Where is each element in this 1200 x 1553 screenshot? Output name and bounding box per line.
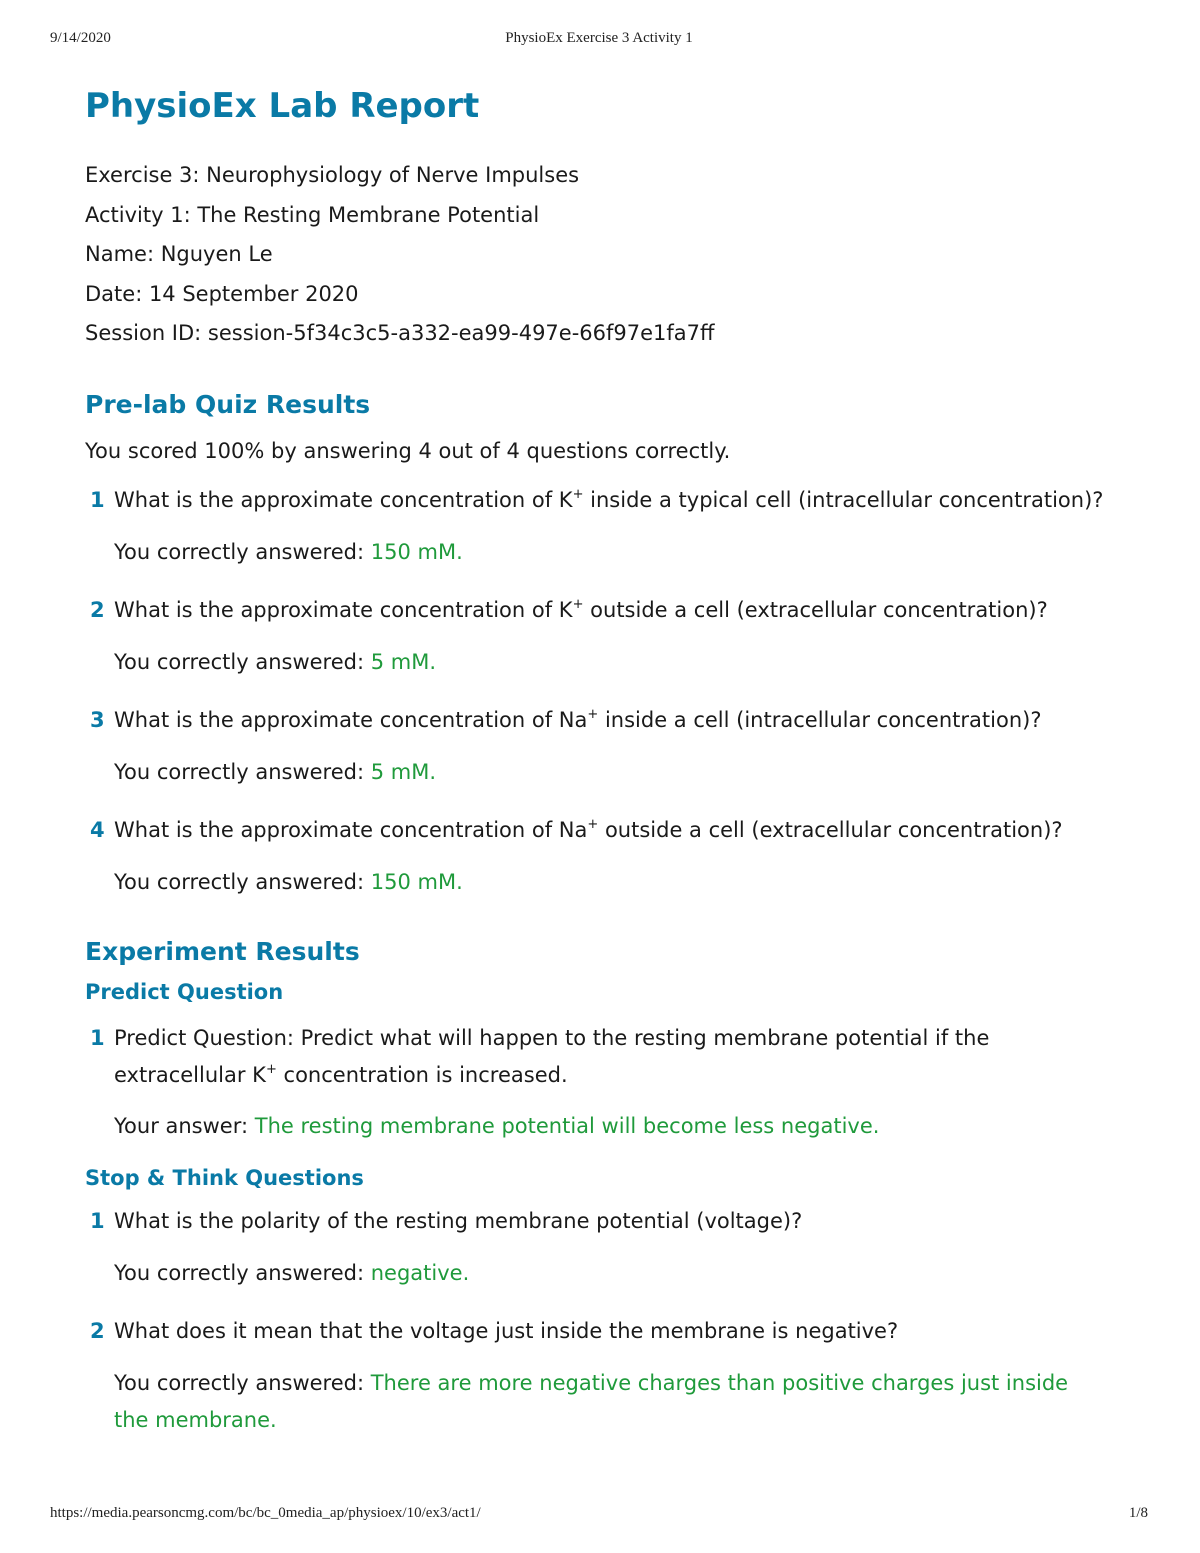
prelab-question (85, 812, 1165, 901)
question-text: 1 What is the polarity of the resting membrane potential (voltage)? (85, 1203, 1165, 1240)
question-text: 4 What is the approximate concentration of Na+ outside a cell (extracellular concentration)? (85, 812, 1165, 849)
answer-line: You correctly answered: 5 mM. (114, 759, 437, 784)
answer-line: You correctly answered: There are more negative charges than positive charges just inside the membrane. (114, 1370, 1069, 1432)
correct-answer: 5 mM. (370, 759, 437, 784)
question-text: 3 What is the approximate concentration of Na+ inside a cell (intracellular concentration)? (85, 702, 1165, 739)
question-number: 1 (90, 487, 105, 512)
predict-question (85, 1020, 1165, 1145)
question-number: 4 (90, 817, 105, 842)
print-title: PhysioEx Exercise 3 Activity 1 (505, 30, 693, 46)
answer-line: You correctly answered: 5 mM. (114, 649, 437, 674)
prelab-question (85, 702, 1165, 791)
page-number: 1/8 (1128, 1505, 1148, 1521)
correct-answer: negative. (370, 1260, 470, 1285)
correct-answer: 150 mM. (370, 539, 463, 564)
question-text: 1 What is the approximate concentration of K+ inside a typical cell (intracellular concentration)? (85, 482, 1165, 519)
your-answer: The resting membrane potential will become less negative. (254, 1113, 880, 1138)
question-number: 3 (90, 707, 105, 732)
activity-line: Activity 1: The Resting Membrane Potential (85, 202, 540, 227)
correct-answer: 5 mM. (370, 649, 437, 674)
stop-think-heading: Stop & Think Questions (85, 1165, 364, 1190)
answer-line: You correctly answered: negative. (114, 1260, 470, 1285)
question-text: 1 Predict Question: Predict what will happen to the resting membrane potential if the extracellular K+ concentration is increased. (85, 1020, 1165, 1094)
answer-line: Your answer: The resting membrane potential will become less negative. (114, 1113, 880, 1138)
stop-think-question (85, 1203, 1165, 1292)
question-text: 2 What does it mean that the voltage just inside the membrane is negative? (85, 1313, 1165, 1350)
report-meta (85, 156, 1165, 354)
predict-heading: Predict Question (85, 979, 284, 1004)
session-line: Session ID: session-5f34c3c5-a332-ea99-497e-66f97e1fa7ff (85, 321, 715, 345)
prelab-question (85, 482, 1165, 571)
prelab-question (85, 592, 1165, 681)
stop-think-question (85, 1313, 1165, 1439)
correct-answer-continued: the membrane. (114, 1407, 277, 1432)
question-number: 1 (90, 1208, 105, 1233)
experiment-heading: Experiment Results (85, 936, 360, 966)
prelab-summary: You scored 100% by answering 4 out of 4 questions correctly. (85, 438, 731, 463)
answer-line: You correctly answered: 150 mM. (114, 539, 463, 564)
prelab-heading: Pre-lab Quiz Results (85, 389, 371, 419)
question-text: 2 What is the approximate concentration of K+ outside a cell (extracellular concentration)? (85, 592, 1165, 629)
print-header (50, 30, 1148, 50)
question-number: 1 (90, 1025, 105, 1050)
correct-answer: There are more negative charges than positive charges just inside (370, 1370, 1069, 1395)
question-number: 2 (90, 1318, 105, 1343)
date-line: Date: 14 September 2020 (85, 281, 359, 306)
page-title: PhysioEx Lab Report (85, 86, 480, 126)
answer-line: You correctly answered: 150 mM. (114, 869, 463, 894)
print-date: 9/14/2020 (50, 30, 111, 46)
print-url: https://media.pearsoncmg.com/bc/bc_0media_ap/physioex/10/ex3/act1/ (50, 1505, 481, 1521)
name-line: Name: Nguyen Le (85, 242, 273, 266)
exercise-line: Exercise 3: Neurophysiology of Nerve Impulses (85, 163, 580, 187)
report-content (85, 82, 1165, 1439)
correct-answer: 150 mM. (370, 869, 463, 894)
print-footer (50, 1505, 1148, 1525)
question-number: 2 (90, 597, 105, 622)
